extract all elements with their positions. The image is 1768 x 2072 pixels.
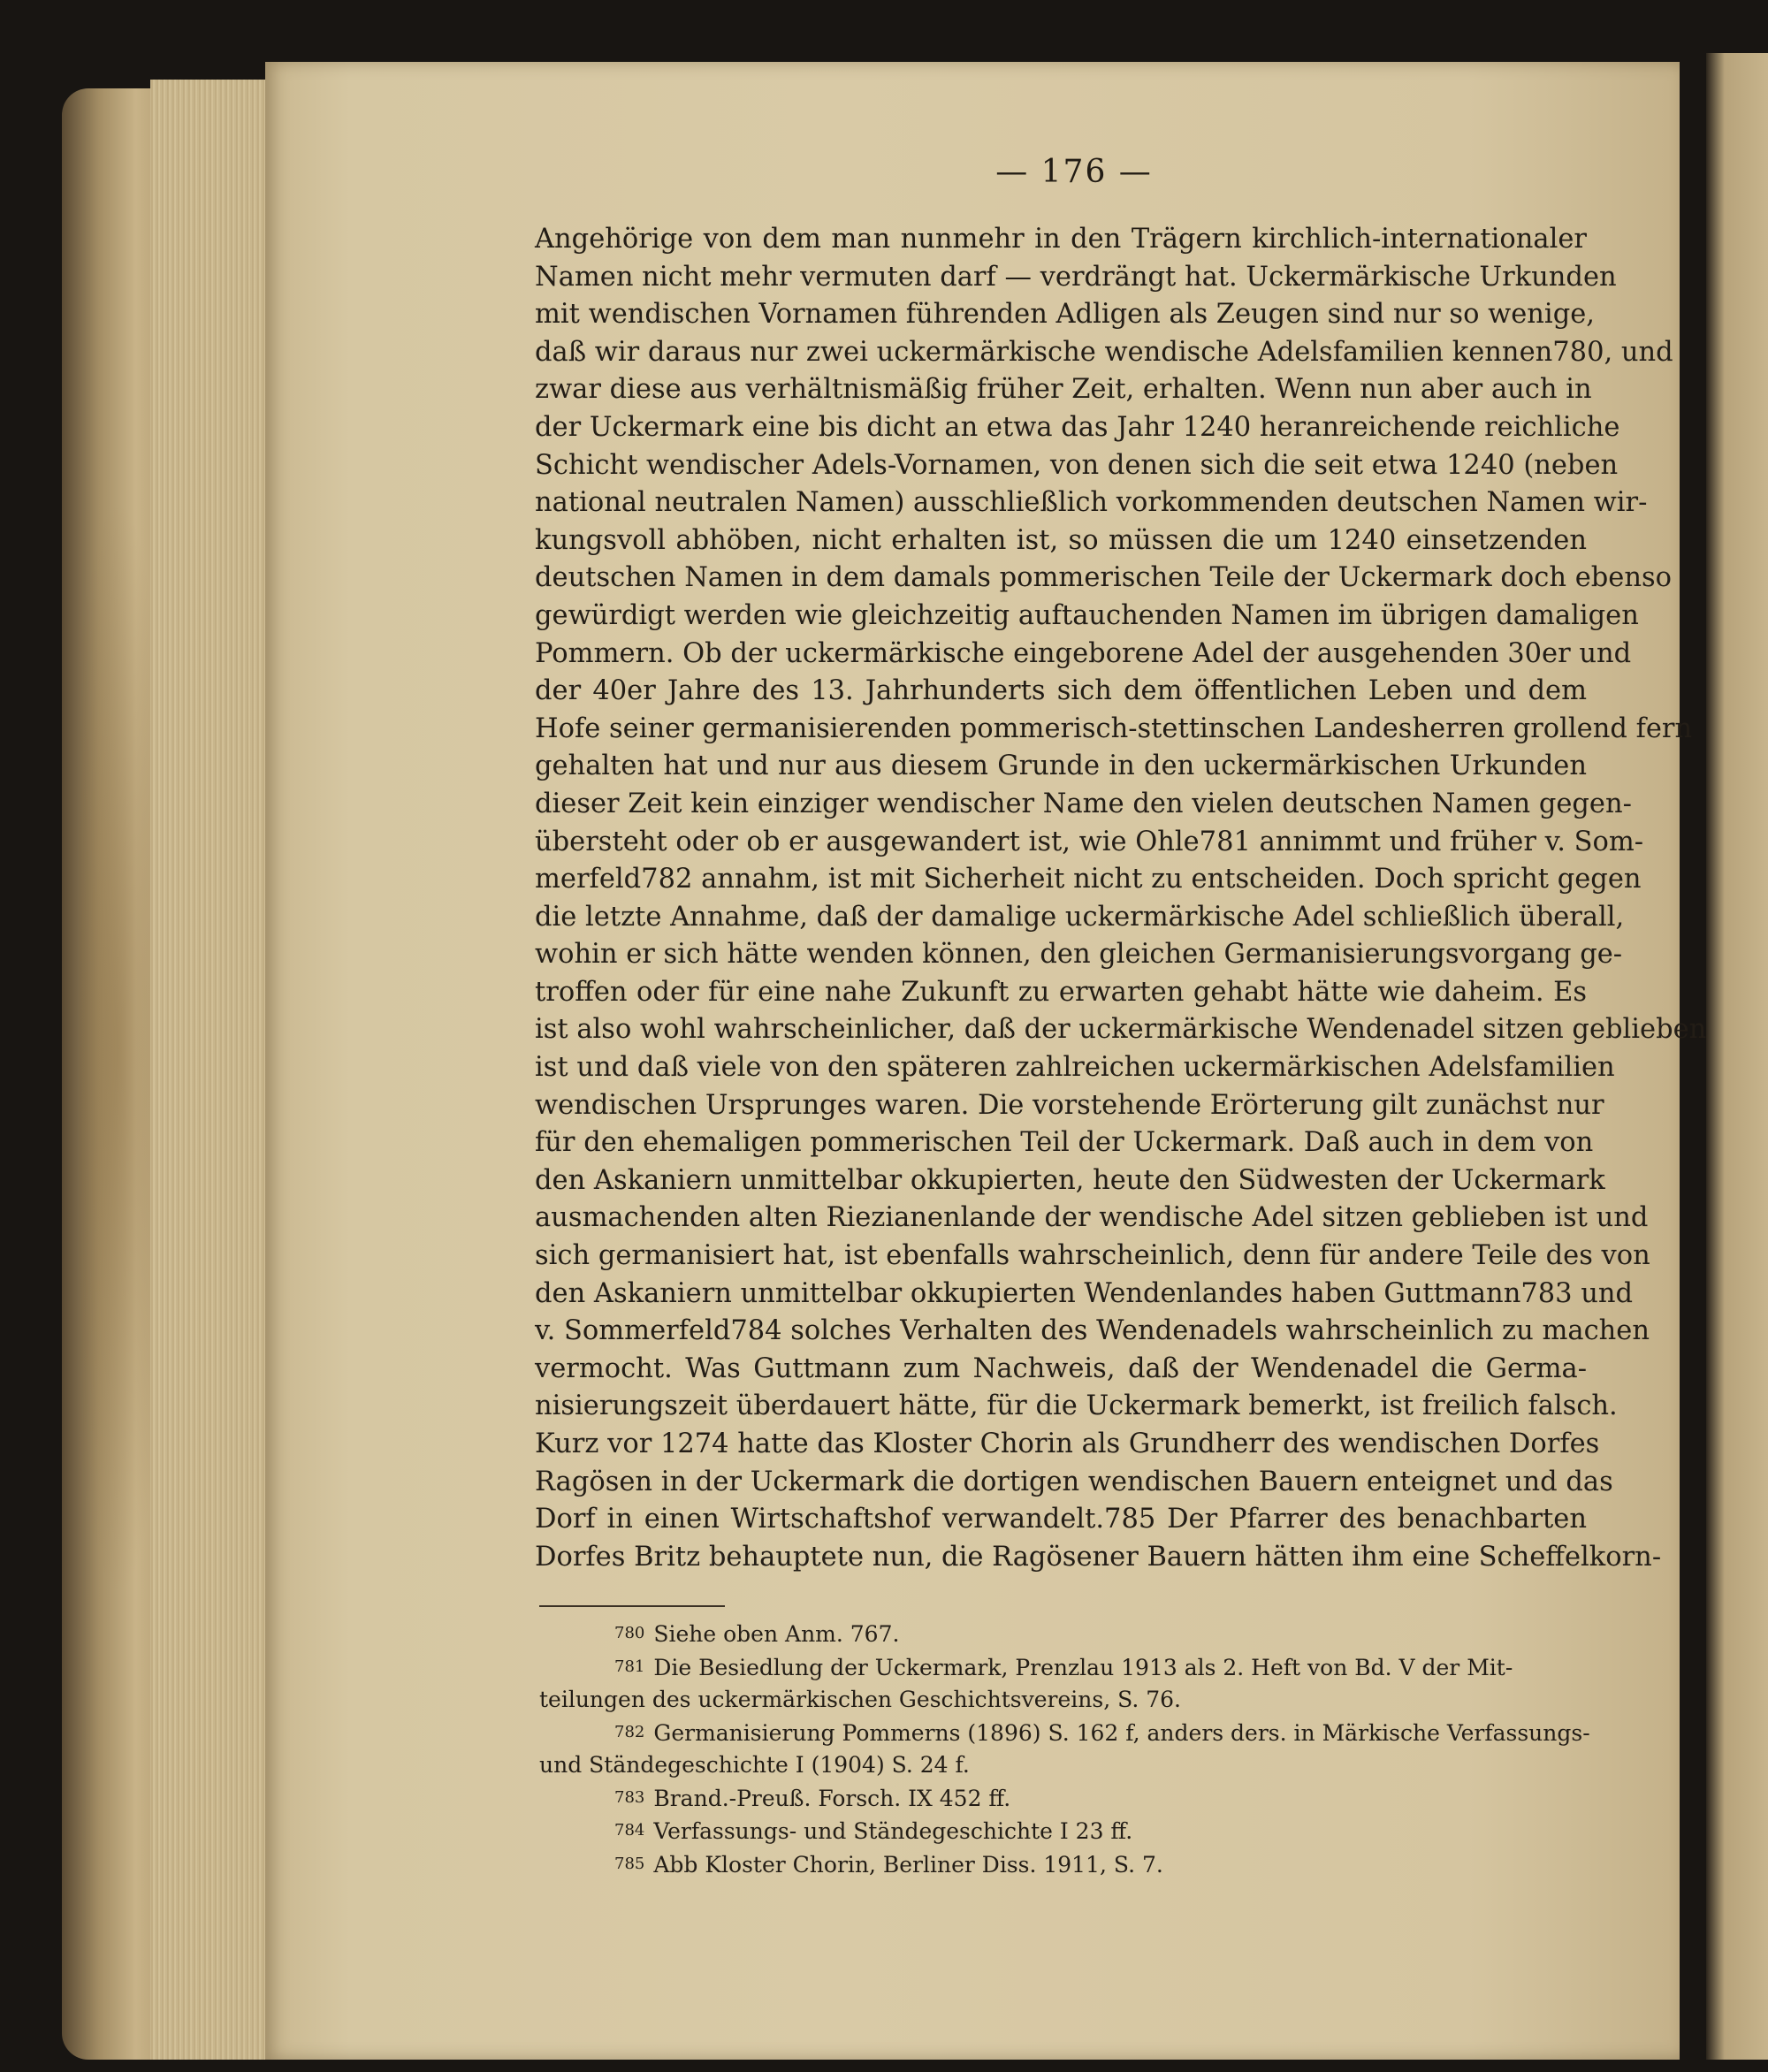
- body-line: Dorfes Britz behauptete nun, die Ragösener Bauern hätten ihm eine Scheffelkorn-: [535, 1541, 1662, 1573]
- body-line: übersteht oder ob er ausgewandert ist, wie Ohle781 annimmt und früher v. Som-: [535, 826, 1644, 857]
- body-line: Dorf in einen Wirtschaftshof verwandelt.785 Der Pfarrer des benachbarten: [535, 1504, 1587, 1535]
- body-line: gehalten hat und nur aus diesem Grunde in den uckermärkischen Urkunden: [535, 750, 1587, 782]
- footnote-text: Siehe oben Anm. 767.: [653, 1621, 900, 1647]
- body-line: merfeld782 annahm, ist mit Sicherheit nicht zu entscheiden. Doch spricht gegen: [535, 864, 1642, 895]
- footnote-text: Die Besiedlung der Uckermark, Prenzlau 1913 als 2. Heft von Bd. V der Mit-: [653, 1654, 1513, 1680]
- footnote: [539, 1848, 1582, 1882]
- body-line: nisierungszeit überdauert hätte, für die Uckermark bemerkt, ist freilich falsch.: [535, 1390, 1618, 1422]
- footnote-text: Verfassungs- und Ständegeschichte I 23 ff.: [653, 1818, 1133, 1844]
- body-line: die letzte Annahme, daß der damalige uckermärkische Adel schließlich überall,: [535, 901, 1625, 933]
- body-line: troffen oder für eine nahe Zukunft zu erwarten gehabt hätte wie daheim. Es: [535, 976, 1587, 1008]
- body-line: v. Sommerfeld784 solches Verhalten des Wendenadels wahrscheinlich zu machen: [535, 1315, 1650, 1347]
- footnote-number: 785: [614, 1854, 645, 1873]
- footnote-number: 782: [614, 1722, 645, 1741]
- body-line: gewürdigt werden wie gleichzeitig auftauchenden Namen im übrigen damaligen: [535, 599, 1639, 631]
- body-line: Kurz vor 1274 hatte das Kloster Chorin als Grundherr des wendischen Dorfes: [535, 1428, 1600, 1459]
- body-line: mit wendischen Vornamen führenden Adligen als Zeugen sind nur so wenige,: [535, 299, 1595, 331]
- body-line: daß wir daraus nur zwei uckermärkische wendische Adelsfamilien kennen780, und: [535, 336, 1673, 368]
- footnote-continuation: teilungen des uckermärkischen Geschichtsvereins, S. 76.: [539, 1687, 1181, 1712]
- body-line: Ragösen in der Uckermark die dortigen wendischen Bauern enteignet und das: [535, 1466, 1613, 1497]
- facing-page-edge: [1706, 53, 1768, 2060]
- body-line: national neutralen Namen) ausschließlich vorkommenden deutschen Namen wir-: [535, 487, 1648, 519]
- body-line: zwar diese aus verhältnismäßig früher Zeit, erhalten. Wenn nun aber auch in: [535, 374, 1592, 406]
- body-line: Pommern. Ob der uckermärkische eingeborene Adel der ausgehenden 30er und: [535, 637, 1632, 669]
- body-line: kungsvoll abhöben, nicht erhalten ist, so müssen die um 1240 einsetzenden: [535, 524, 1587, 556]
- footnote: [539, 1651, 1582, 1685]
- footnote-text: Germanisierung Pommerns (1896) S. 162 f, anders ders. in Märkische Verfassungs-: [653, 1719, 1590, 1746]
- body-line: der 40er Jahre des 13. Jahrhunderts sich dem öffentlichen Leben und dem: [535, 675, 1587, 707]
- footnote-text: Abb Kloster Chorin, Berliner Diss. 1911, S. 7.: [653, 1851, 1163, 1878]
- body-line: Hofe seiner germanisierenden pommerisch-stettinschen Landesherren grollend fern: [535, 712, 1693, 744]
- footnote-text: Brand.-Preuß. Forsch. IX 452 ff.: [653, 1785, 1011, 1811]
- page-edges: [150, 80, 283, 2060]
- footnote-number: 781: [614, 1657, 645, 1676]
- footnote-separator: [539, 1605, 725, 1607]
- footnote: [539, 1717, 1590, 1750]
- body-line: wendischen Ursprunges waren. Die vorstehende Erörterung gilt zunächst nur: [535, 1089, 1604, 1121]
- body-line: den Askaniern unmittelbar okkupierten Wendenlandes haben Guttmann783 und: [535, 1277, 1634, 1309]
- page-number-header: — 176 —: [995, 154, 1153, 190]
- body-line: Angehörige von dem man nunmehr in den Trägern kirchlich-internationaler: [535, 224, 1587, 255]
- footnote-number: 783: [614, 1787, 645, 1807]
- body-line: Schicht wendischer Adels-Vornamen, von denen sich die seit etwa 1240 (neben: [535, 449, 1619, 481]
- footnotes: [539, 1618, 1590, 1881]
- body-line: der Uckermark eine bis dicht an etwa das Jahr 1240 heranreichende reichliche: [535, 411, 1620, 443]
- body-line: vermocht. Was Guttmann zum Nachweis, daß der Wendenadel die Germa-: [535, 1352, 1587, 1384]
- body-line: den Askaniern unmittelbar okkupierten, heute den Südwesten der Uckermark: [535, 1164, 1605, 1196]
- body-line: Namen nicht mehr vermuten darf — verdrängt hat. Uckermärkische Urkunden: [535, 261, 1617, 293]
- body-line: ausmachenden alten Riezianenlande der wendische Adel sitzen geblieben ist und: [535, 1202, 1649, 1234]
- footnote: [539, 1618, 1582, 1651]
- footnote: [539, 1782, 1582, 1816]
- body-line: sich germanisiert hat, ist ebenfalls wahrscheinlich, denn für andere Teile des von: [535, 1240, 1650, 1272]
- body-line: deutschen Namen in dem damals pommerischen Teile der Uckermark doch ebenso: [535, 562, 1672, 594]
- footnote: [539, 1815, 1582, 1848]
- footnote-continuation: und Ständegeschichte I (1904) S. 24 f.: [539, 1752, 970, 1778]
- body-line: für den ehemaligen pommerischen Teil der Uckermark. Daß auch in dem von: [535, 1127, 1594, 1159]
- footnote-number: 780: [614, 1624, 645, 1642]
- body-line: wohin er sich hätte wenden können, den gleichen Germanisierungsvorgang ge-: [535, 939, 1623, 971]
- footnote-number: 784: [614, 1821, 645, 1840]
- body-line: ist und daß viele von den späteren zahlreichen uckermärkischen Adelsfamilien: [535, 1052, 1615, 1084]
- body-line: ist also wohl wahrscheinlicher, daß der uckermärkische Wendenadel sitzen geblieben: [535, 1014, 1707, 1046]
- body-text: [535, 221, 1707, 1576]
- body-line: dieser Zeit kein einziger wendischer Name den vielen deutschen Namen gegen-: [535, 788, 1632, 819]
